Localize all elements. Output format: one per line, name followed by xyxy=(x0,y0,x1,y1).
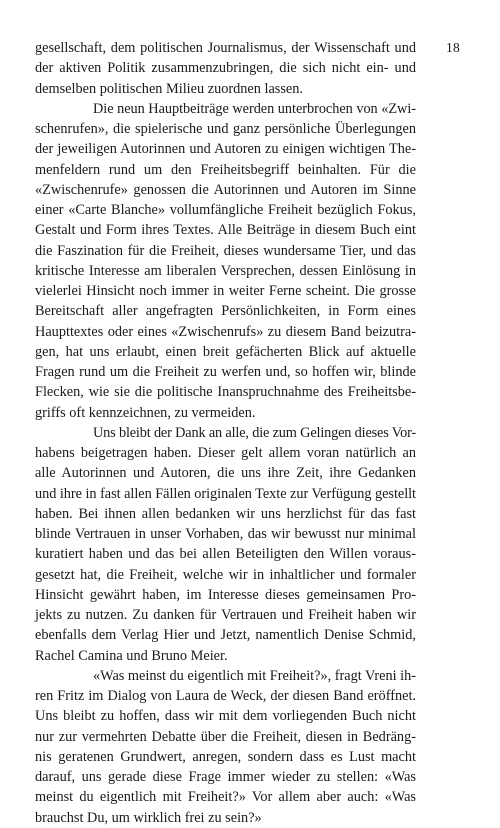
text-line: Hinsicht gewährt haben, im Interesse dieses gemeinsamen Pro- xyxy=(35,586,416,603)
text-line: habens beigetragen haben. Dieser gelt allem voran natürlich an xyxy=(35,445,416,461)
page-number: 18 xyxy=(446,40,460,55)
text-line: «Zwischenrufe» genossen die Autorinnen und Autoren im Sinne xyxy=(35,181,416,198)
text-line: «Was meinst du eigentlich mit Freiheit?», fragt Vreni ih- xyxy=(93,667,417,684)
text-line: Gestalt und Form ihres Textes. Alle Beiträge in diesem Buch eint xyxy=(35,222,416,239)
text-line: kuratiert haben und das bei allen Beteiligten den Willen voraus- xyxy=(35,546,416,563)
text-line: schenrufen», die spielerische und ganz persönliche Überlegungen xyxy=(35,121,416,137)
text-line: gen, hat uns erlaubt, einen breit gefächerten Blick auf aktuelle xyxy=(35,343,416,360)
text-line: Uns bleibt zu hoffen, dass wir mit dem vorliegenden Buch nicht xyxy=(35,708,416,725)
text-line: vielerlei Hinsicht noch immer in weiter Ferne scheint. Die grosse xyxy=(35,283,416,299)
text-line: die Faszination für die Freiheit, dieses wundersame Tier, und das xyxy=(35,242,416,259)
paragraph xyxy=(35,423,416,666)
text-line: darauf, uns gerade diese Frage immer wieder zu stellen: «Was xyxy=(35,769,416,785)
paragraph xyxy=(35,99,416,423)
text-line: menfeldern rund um den Freiheitsbegriff beinhalten. Für die xyxy=(35,161,416,178)
text-line: Haupttextes oder eines «Zwischenrufs» zu diesem Band beizutra- xyxy=(35,323,416,340)
text-line: Die neun Hauptbeiträge werden unterbrochen von «Zwi- xyxy=(93,100,416,117)
text-line: gesellschaft, dem politischen Journalismus, der Wissenschaft und xyxy=(35,40,416,56)
text-line: nur zur vermehrten Debatte über die Freiheit, diesen in Bedräng- xyxy=(35,728,416,745)
text-line: kritische Interesse am liberalen Versprechen, dessen Einlösung in xyxy=(35,262,416,279)
text-line: meinst du eigentlich mit Freiheit?» Vor allem aber auch: «Was xyxy=(35,789,416,806)
text-line: Flecken, wie sie die politische Inanspruchnahme des Freiheitsbe- xyxy=(35,384,416,401)
text-line: der jeweiligen Autorinnen und Autoren zu einigen wichtigen The- xyxy=(35,141,416,158)
text-line: einer «Carte Blanche» vollumfängliche Freiheit bezüglich Fokus, xyxy=(35,202,416,218)
text-line: blinde Vertrauen in unser Vorhaben, das wir bewusst nur minimal xyxy=(35,526,416,542)
text-line: ebenfalls dem Verlag Hier und Jetzt, namentlich Denise Schmid, xyxy=(35,627,416,644)
text-line: Fragen rund um die Freiheit zu werfen und, so hoffen wir, blinde xyxy=(35,364,416,380)
text-line: der aktiven Politik zusammenzubringen, die sich nicht ein- und xyxy=(35,60,416,77)
text-line: demselben politischen Milieu zuordnen lassen. xyxy=(35,80,304,97)
text-line: ren Fritz im Dialog von Laura de Weck, der diesen Band eröffnet. xyxy=(35,688,416,704)
body-text xyxy=(35,38,416,828)
paragraph xyxy=(35,666,416,828)
paragraph xyxy=(35,38,416,99)
text-line: haben. Bei ihnen allen bedanken wir uns herzlichst für das fast xyxy=(35,505,416,522)
text-line: Rachel Camina und Bruno Meier. xyxy=(35,647,228,664)
text-line: jekts zu nutzen. Zu danken für Vertrauen und Freiheit haben wir xyxy=(35,607,416,623)
text-line: Bereitschaft aller angefragten Persönlichkeiten, in Form eines xyxy=(35,303,416,320)
text-line: gesetzt hat, die Freiheit, welche wir in inhaltlicher und formaler xyxy=(35,566,416,583)
text-line: griffs oft kennzeichnen, zu vermeiden. xyxy=(35,404,256,421)
text-line: nis geratenen Grundwert, anregen, sondern dass es Lust macht xyxy=(35,748,416,765)
text-line: alle Autorinnen und Autoren, die uns ihre Zeit, ihre Gedanken xyxy=(35,465,416,482)
text-line: Uns bleibt der Dank an alle, die zum Gelingen dieses Vor- xyxy=(93,424,417,441)
text-line: und ihre in fast allen Fällen originalen Texte zur Verfügung gestellt xyxy=(35,485,416,502)
text-line: brauchst Du, um wirklich frei zu sein?» xyxy=(35,809,262,826)
